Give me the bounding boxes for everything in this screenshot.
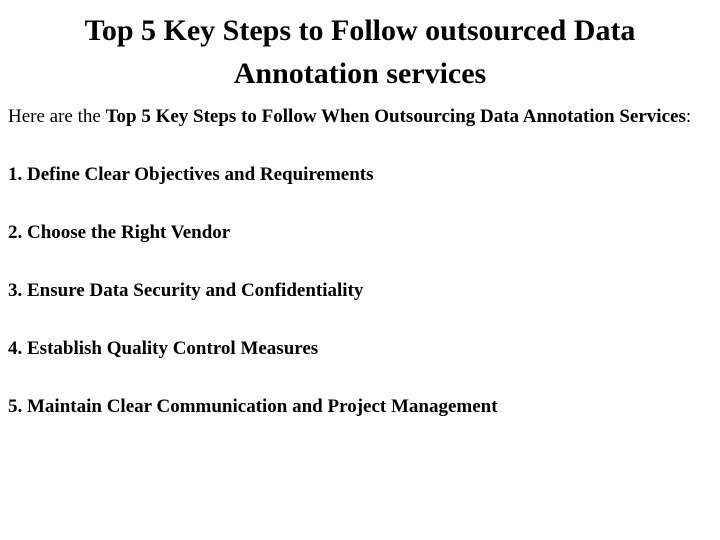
step-item: 3. Ensure Data Security and Confidentiality: [8, 280, 364, 301]
intro-bold-phrase: Top 5 Key Steps to Follow When Outsourcing Data Annotation Services: [105, 106, 686, 127]
intro-prefix: Here are the: [8, 106, 106, 127]
intro-suffix: :: [685, 106, 692, 127]
step-item: 2. Choose the Right Vendor: [8, 222, 231, 243]
step-item: 1. Define Clear Objectives and Requirements: [8, 164, 374, 185]
slide-content: [8, 103, 708, 420]
slide-title: Top 5 Key Steps to Follow outsourced Data Annotation services: [84, 14, 636, 90]
intro-paragraph: [8, 103, 708, 130]
step-item: 4. Establish Quality Control Measures: [8, 338, 319, 359]
step-item: 5. Maintain Clear Communication and Project Management: [8, 396, 498, 417]
steps-list: [8, 161, 708, 420]
